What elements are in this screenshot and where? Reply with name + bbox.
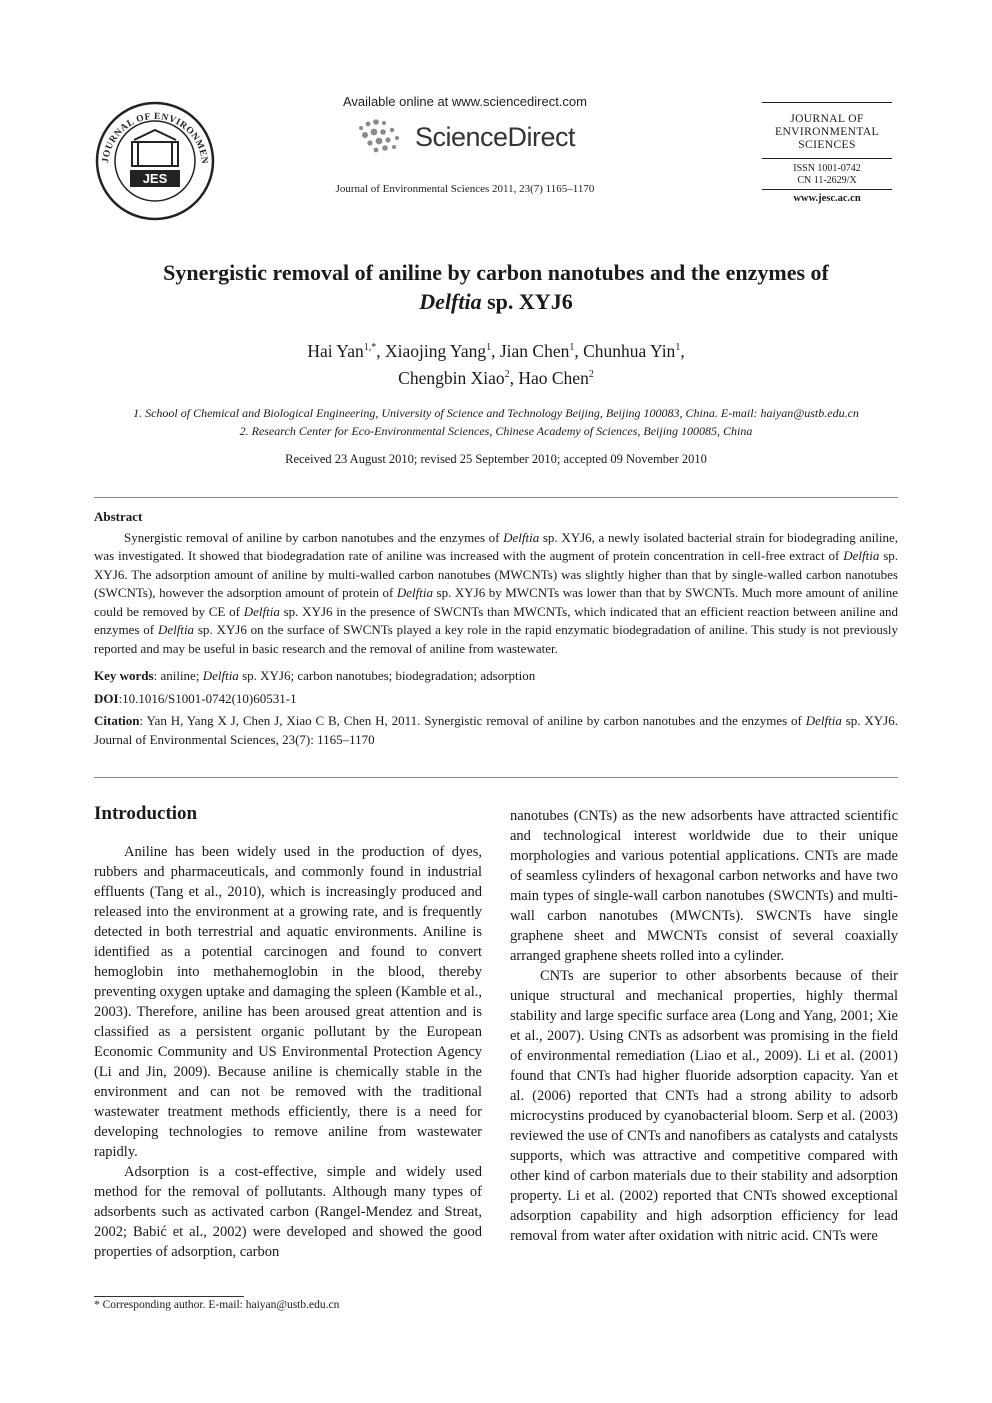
journal-issn: ISSN 1001-0742 [793, 163, 861, 174]
svg-text:JES: JES [142, 171, 168, 186]
received-dates: Received 23 August 2010; revised 25 September 2010; accepted 09 November 2010 [285, 452, 707, 466]
article-title: Synergistic removal of aniline by carbon nanotubes and the enzymes of Delftia sp. XYJ6 [163, 260, 829, 314]
author-list: Hai Yan$^{1,*}$, Xiaojing Yang$^1$, Jian Chen$^1$, Chunhua Yin$^1$, Chengbin Xiao$^2$, Hao Chen$^2$ [307, 341, 685, 388]
journal-masthead [762, 102, 892, 204]
body-column-right [510, 806, 898, 1246]
divider [94, 777, 898, 778]
sciencedirect-wordmark: ScienceDirect [414, 121, 576, 152]
citation-line: Citation: Yan H, Yang X J, Chen J, Xiao C B, Chen H, 2011. Synergistic removal of aniline by carbon nanotubes and the enzymes of Delftia sp. XYJ6. Journal of Environmental Sciences, 23(7): 1165–1170 [94, 713, 898, 747]
paragraph: Adsorption is a cost-effective, simple and widely used method for the removal of pollutants. Although many types of adsorbents such as activated carbon (Rangel-Mendez and Streat, 2002; Babić et al., 2002) were developed and showed the good properties of adsorption, carbon [94, 1164, 482, 1260]
svg-text:JOURNAL OF ENVIRONMENTAL SCIEN: JOURNAL OF ENVIRONMEN [101, 111, 210, 165]
available-online-text: Available online at www.sciencedirect.com [343, 94, 587, 109]
affiliations [94, 404, 898, 440]
body-column-left [94, 804, 482, 1262]
author: Chunhua Yin [583, 341, 676, 361]
corresponding-author-footnote: * Corresponding author. E-mail: haiyan@ustb.edu.cn [94, 1299, 340, 1311]
abstract-section [94, 508, 898, 749]
paragraph: CNTs are superior to other absorbents because of their unique structural and mechanical properties, highly thermal stability and large specific surface area (Long and Yang, 2001; Xie et al., 2007). Using CNTs as adsorbent was promising in the field of environmental remediation (Liao et al., 2009). Li et al. (2001) found that CNTs had higher fluoride adsorption capacity. Yan et al. (2006) reported that CNTs had a strong ability to adsorb microcystins produced by cyanobacterial bloom. Serp et al. (2003) reviewed the use of CNTs and nanofibers as catalysts and catalysts supports, which was attractive and competitive compared with other kind of carbon materials due to their stability and adsorption property. Li et al. (2002) reported that CNTs showed exceptional adsorption capability and high adsorption efficiency for lead removal from water after oxidation with nitric acid. CNTs were [510, 968, 898, 1244]
affiliation-1: 1. School of Chemical and Biological Engineering, University of Science and Technology Beijing, Beijing 100083, China. E-mail: haiyan@ustb.edu.cn [133, 406, 859, 420]
jes-journal-seal-logo [94, 100, 216, 222]
author: Xiaojing Yang [384, 341, 487, 361]
abstract-text: Synergistic removal of aniline by carbon nanotubes and the enzymes of Delftia sp. XYJ6, a newly isolated bacterial strain for biodegrading aniline, was investigated. It showed that biodegradation rate of aniline was increased with the augment of protein concentration in cell-free extract of Delftia sp. XYJ6. The adsorption amount of aniline by multi-walled carbon nanotubes (MWCNTs) was slightly higher than that by single-walled carbon nanotubes (SWCNTs), however the adsorption amount of protein of Delftia sp. XYJ6 by MWCNTs was lower than that by SWCNTs. Much more amount of aniline could be removed by CE of Delftia sp. XYJ6 in the presence of SWCNTs than MWCNTs, which indicated that an efficient reaction between aniline and enzymes of Delftia sp. XYJ6 on the surface of SWCNTs played a key role in the rapid enzymatic biodegradation of aniline. This study is not previously reported and may be useful in basic research and the removal of aniline from wastewater. [94, 529, 899, 656]
sciencedirect-dots-icon [355, 118, 409, 156]
doi-line[interactable]: DOI:10.1016/S1001-0742(10)60531-1 [94, 690, 297, 706]
sciencedirect-header [300, 94, 630, 195]
journal-name: JOURNAL OF ENVIRONMENTAL SCIENCES [775, 113, 879, 151]
abstract-heading: Abstract [94, 509, 143, 524]
journal-citation-line: Journal of Environmental Sciences 2011, 23(7) 1165–1170 [335, 183, 595, 195]
author: Hao Chen [518, 368, 589, 388]
paragraph: Aniline has been widely used in the production of dyes, rubbers and pharmaceuticals, and commonly found in industrial effluents (Tang et al., 2010), which is increasingly produced and released into the environment at a growing rate, and is frequently detected in both terrestrial and aquatic environments. Aniline is identified as a potential carcinogen and found to convert hemoglobin into methahemoglobin in the blood, thereby preventing oxygen uptake and damaging the spleen (Kamble et al., 2003). Therefore, aniline has been aroused great attention and is classified as a persistent organic pollutant by the European Economic Community and US Environmental Protection Agency (Li and Jin, 2009). Because aniline is chemically stable in the environment and can not be removed with the traditional wastewater treatment methods efficiently, there is a need for developing technologies to remove aniline from wastewater rapidly. [94, 844, 482, 1160]
divider [94, 497, 898, 498]
journal-cn: CN 11-2629/X [762, 175, 892, 190]
author: Hai Yan [307, 341, 364, 361]
author: Jian Chen [499, 341, 570, 361]
section-heading-introduction: Introduction [94, 803, 198, 824]
paragraph: nanotubes (CNTs) as the new adsorbents have attracted scientific and technological interest worldwide due to their unique morphologies and various potential applications. CNTs are made of seamless cylinders of hexagonal carbon networks and have two main types of single-wall carbon nanotubes (SWCNTs) and multi-wall carbon nanotubes (MWCNTs). SWCNTs have single graphene sheet and MWCNTs consist of several coaxially arranged graphene sheets rolled into a cylinder. [510, 808, 898, 964]
affiliation-2: 2. Research Center for Eco-Environmental Sciences, Chinese Academy of Sciences, Beijing 100085, China [239, 424, 753, 438]
journal-website: www.jesc.ac.cn [793, 193, 861, 204]
keywords-line: Key words: aniline; Delftia sp. XYJ6; carbon nanotubes; biodegradation; adsorption [94, 668, 536, 683]
footnote-divider [94, 1296, 244, 1297]
author: Chengbin Xiao [398, 368, 505, 388]
sciencedirect-logo [300, 115, 630, 159]
